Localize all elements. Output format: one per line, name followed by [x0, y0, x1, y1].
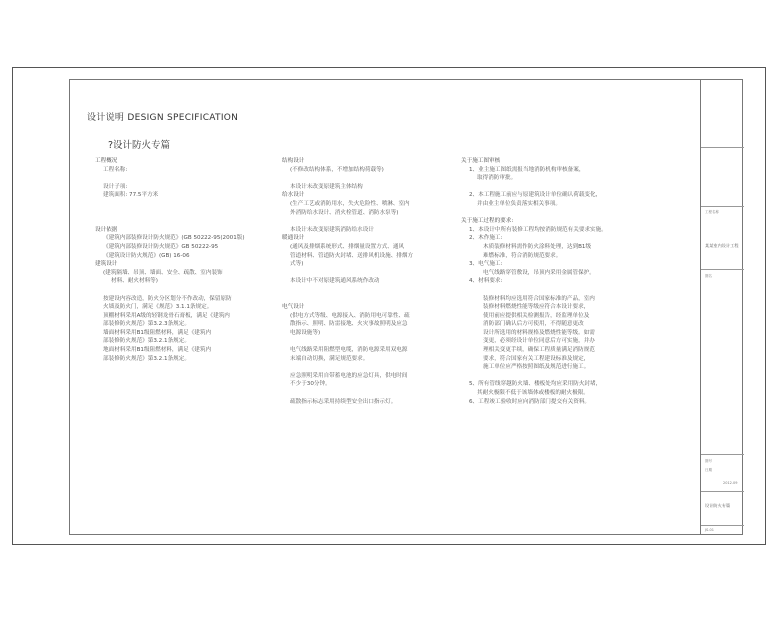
spec-line: 5、所有管线穿越防火墙、楼板处均应采用防火封堵， — [469, 381, 602, 388]
spec-line — [282, 286, 413, 295]
section-heading: 工程概况 — [95, 158, 118, 164]
project-value: 某某室内设计工程 — [705, 243, 739, 248]
spec-line: (建筑隔墙、吊顶、墙面、安全、疏散、室内装饰 — [103, 269, 223, 276]
spec-line: 管道材料、管道防火封堵、送排风机设施、排烟方 — [290, 252, 414, 259]
spec-line — [282, 295, 413, 304]
spec-line: 散指示、照明、防雷接地、火灾事故照明及应急 — [290, 321, 408, 328]
spec-line: 墙面材料采用B1级阻燃材料，满足《建筑内 — [103, 329, 212, 336]
spec-line — [282, 217, 413, 226]
spec-line: 电源设施等) — [290, 329, 321, 336]
spec-line — [95, 217, 245, 226]
spec-line: 不少于30分钟。 — [290, 381, 331, 388]
spec-column-left — [95, 157, 245, 363]
spec-line: 使用前应提供相关检测报告，经监理单位及 — [483, 312, 590, 319]
title-block-divider — [701, 491, 744, 492]
title-block-divider — [701, 525, 744, 526]
page-title: 设计说明 DESIGN SPECIFICATION — [87, 113, 239, 123]
section-heading: 给水设计 — [282, 192, 305, 199]
section-heading: 关于施工过程的要求: — [461, 218, 514, 225]
drawing-label: 图名 — [705, 274, 712, 278]
spec-line: 6、工程竣工验收时应向消防部门提交有关资料。 — [469, 398, 591, 405]
spec-line: 变更，必须经设计单位同意后方可实施，并办 — [483, 338, 595, 345]
spec-line: 本设计未改变原建筑主体结构 — [290, 183, 363, 190]
title-block — [700, 79, 743, 535]
spec-line: 1、本设计中所有装修工程均按消防规范有关要求实施。 — [469, 226, 607, 233]
spec-line: 《建筑设计防火规范》(GB) 16-06 — [103, 252, 190, 259]
spec-line — [282, 337, 413, 346]
spec-line — [95, 209, 245, 218]
page-subtitle: ?设计防火专篇 — [108, 140, 171, 151]
spec-line: (生产工艺或消防用水，失火危险性、喷淋、室内 — [290, 200, 410, 207]
spec-line — [282, 174, 413, 183]
spec-line: 工程名称: — [103, 166, 128, 173]
spec-line — [95, 174, 245, 183]
section-heading: 电气设计 — [282, 304, 305, 311]
spec-line: 并由业主单位负责落实相关事项。 — [477, 200, 561, 207]
spec-line: 电气线路穿管敷设，吊顶内采用金属管保护。 — [483, 269, 595, 276]
date-value: 2012.09 — [723, 481, 738, 485]
spec-line: 难燃标准，符合消防规范要求。 — [483, 252, 562, 259]
section-heading: 结构设计 — [282, 158, 305, 164]
spec-line: 木质装修材料需作防火涂料处理，达到B1级 — [483, 243, 592, 250]
spec-column-right — [461, 157, 607, 406]
spec-line — [282, 363, 413, 372]
spec-line: 本设计中不对原建筑通风系统作改动 — [290, 278, 380, 285]
spec-line: 式等) — [290, 261, 304, 268]
spec-line: 部装修防火规范》第3.2.1条规定。 — [103, 355, 190, 362]
spec-line: 电气线路采用阻燃型电缆，消防电源采用双电源 — [290, 347, 408, 354]
spec-line: 消防部门确认后方可使用，不得随意更改 — [483, 321, 584, 328]
spec-line: 3、电气施工: — [469, 261, 503, 268]
title-block-divider — [701, 147, 744, 148]
title-block-divider — [701, 269, 744, 270]
spec-line: 疏散指示标志采用持续型安全出口指示灯。 — [290, 398, 397, 405]
spec-line: 按建设内容改造，防火分区划分不作改动，保留原防 — [103, 295, 232, 302]
spec-line: 地面材料采用B1级阻燃材料，满足《建筑内 — [103, 347, 212, 354]
spec-line: 施工单位应严格按照图纸及规范进行施工。 — [483, 364, 590, 371]
section-heading: 建筑设计 — [95, 261, 118, 268]
date-label: 日期 — [705, 468, 712, 472]
spec-line: 设计子项: — [103, 183, 128, 190]
spec-line: (不修改结构体系，不增加结构荷载等) — [290, 166, 384, 173]
spec-line — [461, 183, 607, 192]
spec-line: 外消防给水设计、消火栓管道、消防水泵等) — [290, 209, 399, 216]
spec-line: 1、业主施工图纸需报当地消防机构审核备案， — [469, 166, 585, 173]
number-value: JS-01 — [705, 528, 714, 532]
spec-line: 2、木作施工: — [469, 235, 503, 242]
spec-line: 《建筑内部装修设计防火规范》GB 50222-95 — [103, 243, 219, 250]
spec-line: 《建筑内部装修设计防火规范》(GB 50222-95(2001版) — [103, 235, 245, 242]
spec-line: 顶棚材料采用A级的轻钢龙骨石膏板，满足《建筑内 — [103, 312, 230, 319]
spec-line — [95, 286, 245, 295]
spec-line: 要求，符合国家有关工程建设标准及规定， — [483, 355, 590, 362]
spec-line: 其耐火极限不低于该墙体或楼板的耐火极限。 — [477, 390, 589, 397]
spec-line — [461, 286, 607, 295]
spec-column-middle — [282, 157, 413, 406]
spec-line: 部装修防火规范》第3.2.3条规定。 — [103, 321, 190, 328]
spec-line: 取得消防审批。 — [477, 175, 517, 182]
spec-line: (通风及排烟系统形式、排烟量设置方式、通风 — [290, 243, 405, 250]
spec-line: 部装修防火规范》第3.2.1条规定。 — [103, 338, 190, 345]
spec-line — [282, 269, 413, 278]
spec-line: (供电方式等级、电源接入、消防用电可靠性、疏 — [290, 312, 410, 319]
spec-line: 末端自动切换，满足规范要求。 — [290, 355, 369, 362]
section-heading: 设计依据 — [95, 226, 118, 233]
spec-line: 本设计未改变原建筑消防给水设计 — [290, 226, 374, 233]
spec-line: 设计所选用的材料规格及燃烧性能等级。如需 — [483, 329, 595, 336]
spec-line: 建筑面积: 77.5平方米 — [103, 192, 159, 199]
section-heading: 关于施工图审核 — [461, 158, 501, 164]
spec-line: 理相关变更手续，确保工程质量满足消防规范 — [483, 347, 595, 354]
project-label: 工程名称 — [705, 210, 719, 214]
spec-line — [282, 389, 413, 398]
spec-line: 装修材料燃烧性能等级应符合本设计要求， — [483, 304, 590, 311]
title-block-divider — [701, 206, 744, 207]
drawing-value: 设计防火专篇 — [705, 503, 731, 508]
spec-line — [461, 209, 607, 218]
spec-line: 2、本工程施工前应与原建筑设计单位确认荷载变化， — [469, 192, 602, 199]
spec-line: 4、材料要求: — [469, 278, 503, 285]
spec-line — [95, 200, 245, 209]
spec-line — [461, 372, 607, 381]
spec-line: 装修材料均应选用符合国家标准的产品，室内 — [483, 295, 595, 302]
spec-line: 应急照明采用自带蓄电池的应急灯具，供电时间 — [290, 372, 408, 379]
spec-line: 材料、耐火材料等) — [111, 278, 158, 285]
spec-line: 火墙及防火门，满足《规范》3.1.1条规定。 — [103, 304, 213, 311]
number-label: 图号 — [705, 459, 712, 463]
section-heading: 暖通设计 — [282, 235, 305, 242]
title-block-divider — [701, 454, 744, 455]
